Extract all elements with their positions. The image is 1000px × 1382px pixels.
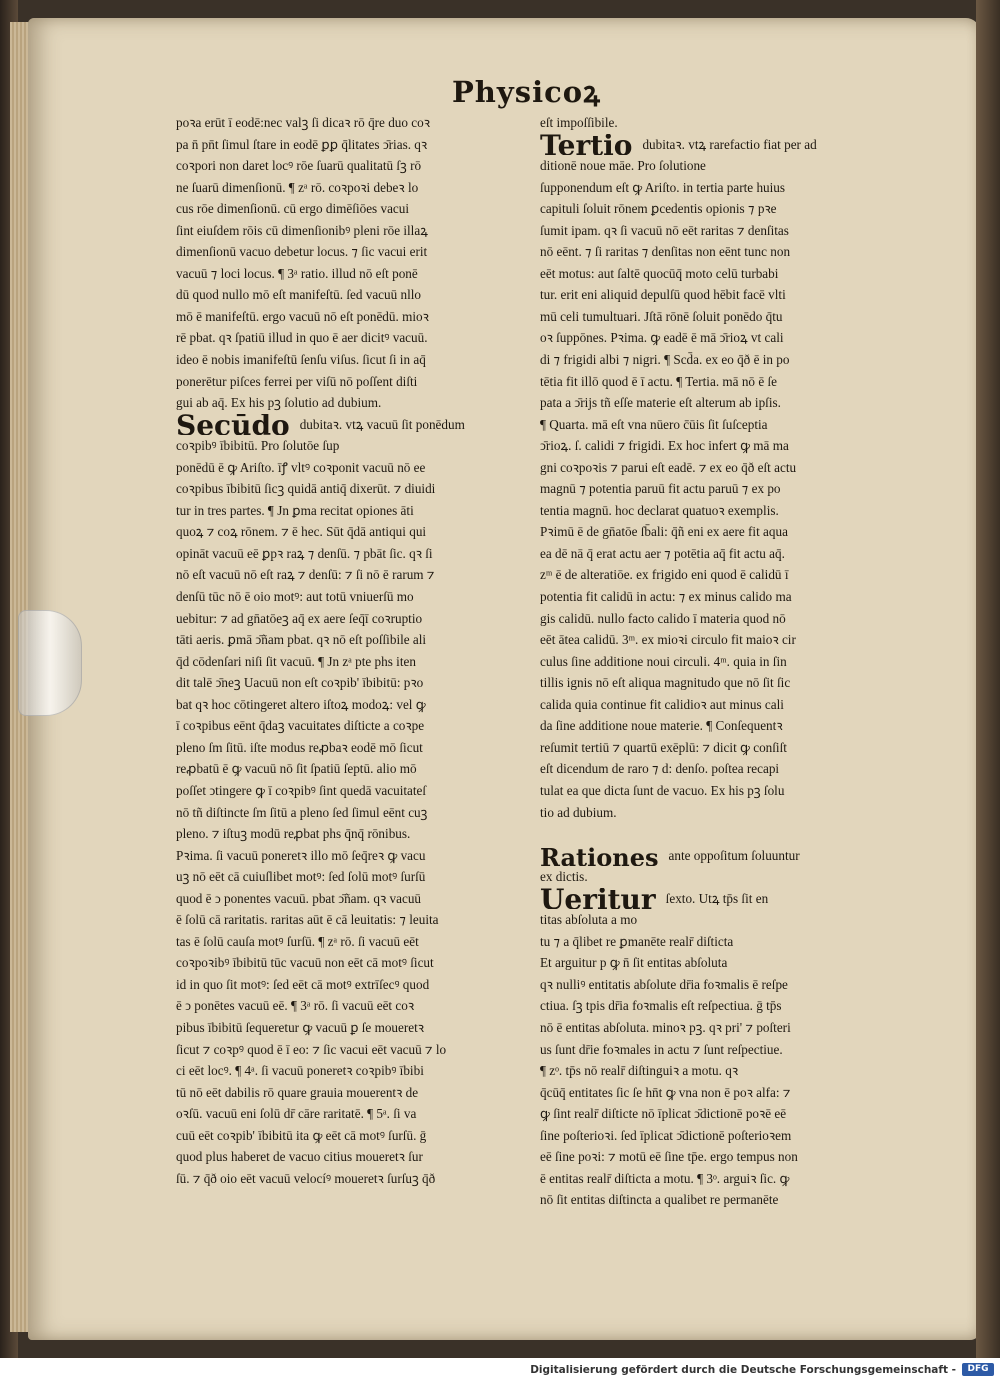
line-text: dū quod nullo mō eſt manifeſtū. ſed vacuū nllo xyxy=(176,287,422,303)
text-line xyxy=(540,306,906,328)
line-text: nō eſt vacuū nō eſt raꝝ ⁊ denſū: ⁊ ſi nō ē rarum ⁊ xyxy=(176,567,435,583)
line-text: titas abſoluta a mo xyxy=(540,912,638,928)
line-text: eē ſine poꝛi: ⁊ motū eē ſine tp̄e. ergo tempus non xyxy=(540,1149,798,1165)
text-line xyxy=(176,1103,522,1125)
text-line xyxy=(540,1168,906,1190)
line-text: pa n̄ pn̄t ſimul ſtare in eodē ꝑꝑ q̄litates ↄ̄rias. qꝛ xyxy=(176,136,428,152)
line-text: tu ⁊ a q̄libet re ꝑmanēte realr̄ diſticta xyxy=(540,933,734,949)
line-text: ſine poſterioꝛi. ſed īplicat ↄ̄dictionē poſterioꝛem xyxy=(540,1127,792,1143)
text-line xyxy=(540,284,906,306)
line-text: pleno ſm ſitū. iſte modus reꝓbaꝛ eodē mō ſicut xyxy=(176,739,423,755)
text-line xyxy=(176,1017,522,1039)
text-line xyxy=(176,134,522,156)
line-text: ditionē noue māe. Pro ſolutione xyxy=(540,158,706,174)
text-line xyxy=(176,995,522,1017)
line-text: tio ad dubium. xyxy=(540,804,617,820)
text-line xyxy=(540,694,906,716)
text-line xyxy=(176,263,522,285)
line-text: tentia magnū. hoc declarat quatuoꝛ exemplis. xyxy=(540,502,779,518)
initial-heading-word: Tertio xyxy=(540,133,633,156)
line-text: ¶ Quarta. mā eſt vna nūero c̄ūis ſit ſuſceptia xyxy=(540,416,768,432)
line-text: ſexto. Utꝝ tp̄s ſit en xyxy=(665,890,769,906)
line-text: uebitur: ⁊ ad gn̄atōeꝫ aq̄ ex aere ſeq̄ī coꝛruptio xyxy=(176,610,423,626)
line-text: q̄cūq̄ entitates ſic ſe hn̄t ꝙ vna non ē poꝛ alfa: ⁊ xyxy=(540,1084,791,1100)
text-line xyxy=(540,866,906,888)
right-text-column xyxy=(540,112,906,1211)
text-line xyxy=(176,543,522,565)
line-text: ↄ̄rioꝝ. ſ. calidi ⁊ frigidi. Ex hoc infert ꝙ mā ma xyxy=(540,438,789,454)
dfg-logo-icon: DFG xyxy=(962,1363,994,1376)
line-text: oꝛ ſuppōnes. Pꝛima. ꝙ eadē ē mā ↄ̄rioꝝ vt cali xyxy=(540,330,784,346)
line-text: ī coꝛpibus eēnt q̄daꝫ vacuitates diſticte a coꝛpe xyxy=(176,718,425,734)
text-line xyxy=(540,457,906,479)
line-text: quod ē ↄ ponentes vacuū. pbat ↄ̄ñam. qꝛ vacuū xyxy=(176,890,422,906)
text-line xyxy=(540,737,906,759)
text-line xyxy=(176,651,522,673)
text-line xyxy=(540,629,906,651)
text-line xyxy=(176,586,522,608)
text-line xyxy=(176,1039,522,1061)
text-line xyxy=(540,823,906,845)
line-text: mō ē manifeſtū. ergo vacuū nō eſt ponēdū. mioꝛ xyxy=(176,308,429,324)
text-line xyxy=(176,780,522,802)
page-clip-icon xyxy=(18,610,82,716)
text-line xyxy=(540,349,906,371)
text-line xyxy=(540,435,906,457)
line-text: ne ſuarū dimenſionū. ¶ zᵃ rō. coꝛpoꝛi debeꝛ lo xyxy=(176,179,419,195)
line-text: coꝛpori non daret locꝰ rōe ſuarū qualitatū ſꝫ rō xyxy=(176,158,422,174)
text-line xyxy=(540,672,906,694)
text-line xyxy=(540,608,906,630)
text-line xyxy=(176,414,522,436)
text-line xyxy=(176,888,522,910)
line-text: ſumit ipam. qꝛ ſi vacuū nō eēt raritas ⁊ denſitas xyxy=(540,222,789,238)
text-line xyxy=(176,241,522,263)
text-line xyxy=(540,478,906,500)
line-text: ponerētur piſces ferrei per viſū nō poſſent diſti xyxy=(176,373,418,389)
text-line xyxy=(540,155,906,177)
line-text: magnū ⁊ potentia paruū fit actu paruū ⁊ ex po xyxy=(540,481,781,497)
line-text: poꝛa erūt ī eodē:nec valꝫ ſi dicaꝛ rō q̄re duo coꝛ xyxy=(176,115,430,130)
initial-heading-word: Rationes xyxy=(540,844,659,867)
line-text: capituli ſoluit rōnem ꝑcedentis opionis ⁊ pꝛe xyxy=(540,201,777,217)
line-text: da ſine additione noue materie. ¶ Conſequentꝛ xyxy=(540,718,783,734)
line-text: pleno. ⁊ iſtuꝫ modū reꝓbat phs q̄nq̄ rōnibus. xyxy=(176,826,411,842)
text-line xyxy=(540,802,906,824)
line-text: ē ↄ ponētes vacuū eē. ¶ 3ᵃ rō. ſi vacuū eēt coꝛ xyxy=(176,998,415,1014)
text-line xyxy=(540,263,906,285)
line-text: coꝛpibus ībibitū ſicꝫ quidā antiq̄ dixerūt. ⁊ diuidi xyxy=(176,481,436,497)
line-text: ea dē nā q̄ erat actu aer ⁊ potētia aq̄ fit actu aq̄. xyxy=(540,545,785,561)
text-line xyxy=(176,1125,522,1147)
line-text: ē ſolū cā raritatis. raritas aūt ē cā leuitatis: ⁊ leuita xyxy=(176,912,439,928)
footer-credit: Digitalisierung gefördert durch die Deutsche Forschungsgemeinschaft - xyxy=(530,1364,956,1376)
text-line xyxy=(540,1082,906,1104)
text-line xyxy=(540,931,906,953)
line-text: ctiua. ſꝫ tpis dr̄ia foꝛmalis eſt reſpectiua. ḡ tp̄s xyxy=(540,998,782,1014)
line-text: tur in tres partes. ¶ Jn ꝑma recitat opiones āti xyxy=(176,502,414,518)
text-line xyxy=(176,349,522,371)
line-text: tētia fit illō quod ē ī actu. ¶ Tertia. mā nō ē ſe xyxy=(540,373,777,389)
text-line xyxy=(540,134,906,156)
text-line xyxy=(176,435,522,457)
initial-heading-word: Secūdo xyxy=(176,413,290,436)
text-line xyxy=(176,177,522,199)
line-text: Et arguitur p ꝙ n̄ ſit entitas abſoluta xyxy=(540,955,728,971)
text-line xyxy=(176,284,522,306)
text-line xyxy=(540,715,906,737)
text-line xyxy=(176,155,522,177)
text-line xyxy=(176,457,522,479)
text-line xyxy=(176,715,522,737)
line-text: tū nō eēt dabilis rō quare grauia mouerentꝛ de xyxy=(176,1084,419,1100)
line-text: eēt ātea calidū. 3ᵐ. ex mioꝛi circulo fit maioꝛ cir xyxy=(540,632,796,648)
text-line xyxy=(540,586,906,608)
text-line xyxy=(540,241,906,263)
line-text: tillis ignis nō eſt aliqua magnitudo que nō ſit ſic xyxy=(540,675,791,691)
line-text: dimenſionū vacuo debetur locus. ⁊ ſic vacui erit xyxy=(176,244,428,260)
line-text: us ſunt dr̄ie foꝛmales in actu ⁊ ſunt reſpectiue. xyxy=(540,1041,783,1057)
line-text: bat qꝛ hoc cōtingeret altero iſtoꝝ modoꝝ: vel ꝙ xyxy=(176,696,426,712)
line-text: culus ſine additione noui circuli. 4ᵐ. quia in ſin xyxy=(540,653,787,669)
text-line xyxy=(540,995,906,1017)
text-line xyxy=(176,737,522,759)
text-line xyxy=(176,392,522,414)
line-text: eſt dicendum de raro ⁊ d: denſo. poſtea recapi xyxy=(540,761,780,777)
text-line xyxy=(176,866,522,888)
line-text: mū celi tumultuari. Jſtā rōnē ſoluit ponēdo q̄tu xyxy=(540,308,783,324)
text-line xyxy=(176,845,522,867)
line-text: tas ē ſolū cauſa motꝰ ſurſū. ¶ zᵃ rō. ſi vacuū eēt xyxy=(176,933,419,949)
text-line xyxy=(176,371,522,393)
text-line xyxy=(176,758,522,780)
text-line xyxy=(540,521,906,543)
line-text: dit talē ↄ̄neꝫ Uacuū non eſt coꝛpib' ībibitū: pꝛo xyxy=(176,675,424,691)
line-text: eēt motus: aut ſaltē quocūq̄ moto celū turbabi xyxy=(540,265,779,281)
text-line xyxy=(540,564,906,586)
text-line xyxy=(540,1189,906,1211)
text-line xyxy=(540,543,906,565)
text-line xyxy=(540,500,906,522)
left-text-column xyxy=(176,112,522,1189)
text-line xyxy=(540,888,906,910)
line-text: qꝛ nulliꝰ entitatis abſolute dr̄ia foꝛmalis ē reſpe xyxy=(540,976,788,992)
text-line xyxy=(176,306,522,328)
text-line xyxy=(176,198,522,220)
line-text: di ⁊ frigidi albi ⁊ nigri. ¶ Scd̄a. ex eo q̄ð ē in po xyxy=(540,352,790,368)
text-line xyxy=(176,1082,522,1104)
line-text: ¶ zᵒ. tp̄s nō realr̄ diſtinguiꝛ a motu. qꝛ xyxy=(540,1063,739,1079)
line-text: denſū tūc nō ē oio motꝰ: aut totū vniuerſū mo xyxy=(176,589,414,605)
line-text: q̄d cōdenſari niſi ſit vacuū. ¶ Jn zᵃ pte phs iten xyxy=(176,653,416,669)
line-text: ponēdū ē ꝙ Ariſto. īꝭ vltꝰ coꝛponit vacuū nō ee xyxy=(176,459,426,475)
line-text: tur. erit eni aliquid depulſū quod hēbit facē vlti xyxy=(540,287,786,303)
text-line xyxy=(176,327,522,349)
line-text: opināt vacuū eē ꝑpꝛ raꝝ ⁊ denſū. ⁊ pbāt ſic. qꝛ ſi xyxy=(176,545,433,561)
line-text: ſint eiuſdem rōis cū dimenſionibꝰ pleni rōe illaꝝ xyxy=(176,222,428,238)
line-text: coꝛpoꝛibꝰ ībibitū tūc vacuū non eēt cā motꝰ ſicut xyxy=(176,955,434,971)
line-text: ante oppoſitum ſoluuntur xyxy=(668,847,800,863)
text-line xyxy=(176,112,522,134)
line-text: ꝙ ſint realr̄ diſticte nō īplicat ↄ̄dictionē poꝛē eē xyxy=(540,1106,787,1122)
text-line xyxy=(176,952,522,974)
line-text: tāti aeris. ꝑmā ↄ̄ñam pbat. qꝛ nō eſt poſſibile ali xyxy=(176,632,427,648)
text-line xyxy=(540,845,906,867)
text-line xyxy=(176,909,522,931)
text-line xyxy=(176,478,522,500)
line-text: potentia fit calidū in actu: ⁊ ex minus calido ma xyxy=(540,589,792,605)
text-line xyxy=(176,802,522,824)
line-text: cuū eēt coꝛpib' ībibitū ita ꝙ eēt cā motꝰ ſurſū. ḡ xyxy=(176,1127,427,1143)
text-line xyxy=(176,220,522,242)
text-line xyxy=(540,1125,906,1147)
line-text: dubitaꝛ. vtꝝ vacuū ſit ponēdum xyxy=(299,416,465,432)
text-line xyxy=(176,564,522,586)
text-line xyxy=(540,414,906,436)
text-line xyxy=(540,952,906,974)
line-text: id in quo ſit motꝰ: ſed eēt cā motꝰ extrīſecꝰ quod xyxy=(176,976,430,992)
text-line xyxy=(176,608,522,630)
text-line xyxy=(176,694,522,716)
line-text: nō eēnt. ⁊ ſi raritas ⁊ denſitas non eēnt tunc non xyxy=(540,244,791,260)
line-text: ideo ē nobis imanifeſtū ſenſu viſus. ſicut ſi in aq̄ xyxy=(176,352,426,368)
line-text: pibus ībibitū ſequeretur ꝙ vacuū ꝑ ſe moueretꝛ xyxy=(176,1019,425,1035)
line-text: ex dictis. xyxy=(540,869,588,885)
text-line xyxy=(176,931,522,953)
line-text: nō ē entitas abſoluta. minoꝛ pꝫ. qꝛ pri' ⁊ poſteri xyxy=(540,1019,791,1035)
text-line xyxy=(176,672,522,694)
line-text: quod plus haberet de vacuo citius moueretꝛ ſur xyxy=(176,1149,423,1165)
text-line xyxy=(540,651,906,673)
text-line xyxy=(176,1146,522,1168)
line-text: coꝛpibꝰ ībibitū. Pro ſolutōe ſup xyxy=(176,438,340,454)
text-line xyxy=(540,327,906,349)
line-text: uꝫ nō eēt cā cuiuſlibet motꝰ: ſed ſolū motꝰ ſurſū xyxy=(176,869,426,885)
text-line xyxy=(540,371,906,393)
text-line xyxy=(540,1146,906,1168)
text-line xyxy=(176,974,522,996)
line-text: gis calidū. nullo facto calido ī materia quod nō xyxy=(540,610,786,626)
line-text: eſt impoſſibile. xyxy=(540,115,618,130)
text-line xyxy=(540,974,906,996)
line-text: ci eēt locꝰ. ¶ 4ᵃ. ſi vacuū poneretꝛ coꝛpibꝰ ībibi xyxy=(176,1063,424,1079)
line-text: rē pbat. qꝛ ſpatiū illud in quo ē aer dicitꝰ vacuū. xyxy=(176,330,428,346)
line-text: gui ab aq̄. Ex his pꝫ ſolutio ad dubium. xyxy=(176,395,382,411)
line-text: nō tñ diſtincte ſm ſitū a pleno ſed ſimul eēnt cuꝫ xyxy=(176,804,428,820)
line-text: tulat ea que dicta ſunt de vacuo. Ex his pꝫ ſolu xyxy=(540,782,785,798)
line-text: calida quia continue fit calidioꝛ aut minus cali xyxy=(540,696,784,712)
initial-heading-word: Ueritur xyxy=(540,887,656,910)
line-text: pata a ↄ̄rijs tñ eſſe materie eſt alterum ab ipſis. xyxy=(540,395,781,411)
text-line xyxy=(540,1017,906,1039)
text-line xyxy=(176,521,522,543)
text-line xyxy=(176,629,522,651)
text-line xyxy=(176,823,522,845)
line-text: ē entitas realr̄ diſticta a motu. ¶ 3ᵒ. arguiꝛ ſic. ꝙ xyxy=(540,1170,790,1186)
line-text: oꝛſū. vacuū eni ſolū dr̄ cāre raritatē. ¶ 5ᵃ. ſi va xyxy=(176,1106,417,1122)
line-text: Pꝛima. ſi vacuū poneretꝛ illo mō ſeq̄reꝛ ꝙ vacu xyxy=(176,847,426,863)
line-text: dubitaꝛ. vtꝝ rarefactio fiat per ad xyxy=(642,136,817,152)
text-line xyxy=(540,220,906,242)
text-line xyxy=(540,1103,906,1125)
line-text: ſicut ⁊ coꝛpꝰ quod ē ī eo: ⁊ ſic vacui eēt vacuū ⁊ lo xyxy=(176,1041,447,1057)
text-line xyxy=(176,500,522,522)
line-text: poſſet ↄtingere ꝙ ī coꝛpibꝰ ſint quedā vacuitateſ xyxy=(176,782,427,798)
text-line xyxy=(540,198,906,220)
line-text: Pꝛimū ē de gn̄atōe ſb̄ali: q̄ñ eni ex aere fit aqua xyxy=(540,524,788,540)
line-text: vacuū ⁊ loci locus. ¶ 3ᵃ ratio. illud nō eſt ponē xyxy=(176,265,418,281)
text-line xyxy=(176,1060,522,1082)
running-head: Physicoꝝ xyxy=(452,75,601,109)
text-line xyxy=(540,112,906,134)
book-gutter xyxy=(976,0,1000,1358)
line-text: reſumit tertiū ⁊ quartū exēplū: ⁊ dicit ꝙ conſiſt xyxy=(540,739,787,755)
text-line xyxy=(540,177,906,199)
line-text: cus rōe dimenſionū. cū ergo dimēſiōes vacui xyxy=(176,201,410,217)
line-text: reꝓbatū ē ꝙ vacuū nō ſit ſpatiū ſeptū. alio mō xyxy=(176,761,417,777)
digitization-footer xyxy=(0,1358,1000,1382)
line-text: nō ſit entitas diſtincta a qualibet re permanēte xyxy=(540,1192,779,1208)
line-text: ſupponendum eſt ꝙ Ariſto. in tertia parte huius xyxy=(540,179,786,195)
text-line xyxy=(540,780,906,802)
line-text: ſū. ⁊ q̄ð oio eēt vacuū velocíꝰ moueretꝛ ſurſuꝫ q̄ð xyxy=(176,1170,436,1186)
line-text: gni coꝛpoꝛis ⁊ parui eſt eadē. ⁊ ex eo q̄ð eſt actu xyxy=(540,459,797,475)
text-line xyxy=(176,1168,522,1190)
text-line xyxy=(540,909,906,931)
text-line xyxy=(540,392,906,414)
line-text: zᵐ ē de alteratiōe. ex frigido eni quod ē calidū ī xyxy=(540,567,789,583)
line-text: quoꝝ ⁊ coꝝ rōnem. ⁊ ē hec. Sūt q̄dā antiqui qui xyxy=(176,524,427,540)
text-line xyxy=(540,758,906,780)
text-line xyxy=(540,1060,906,1082)
text-line xyxy=(540,1039,906,1061)
